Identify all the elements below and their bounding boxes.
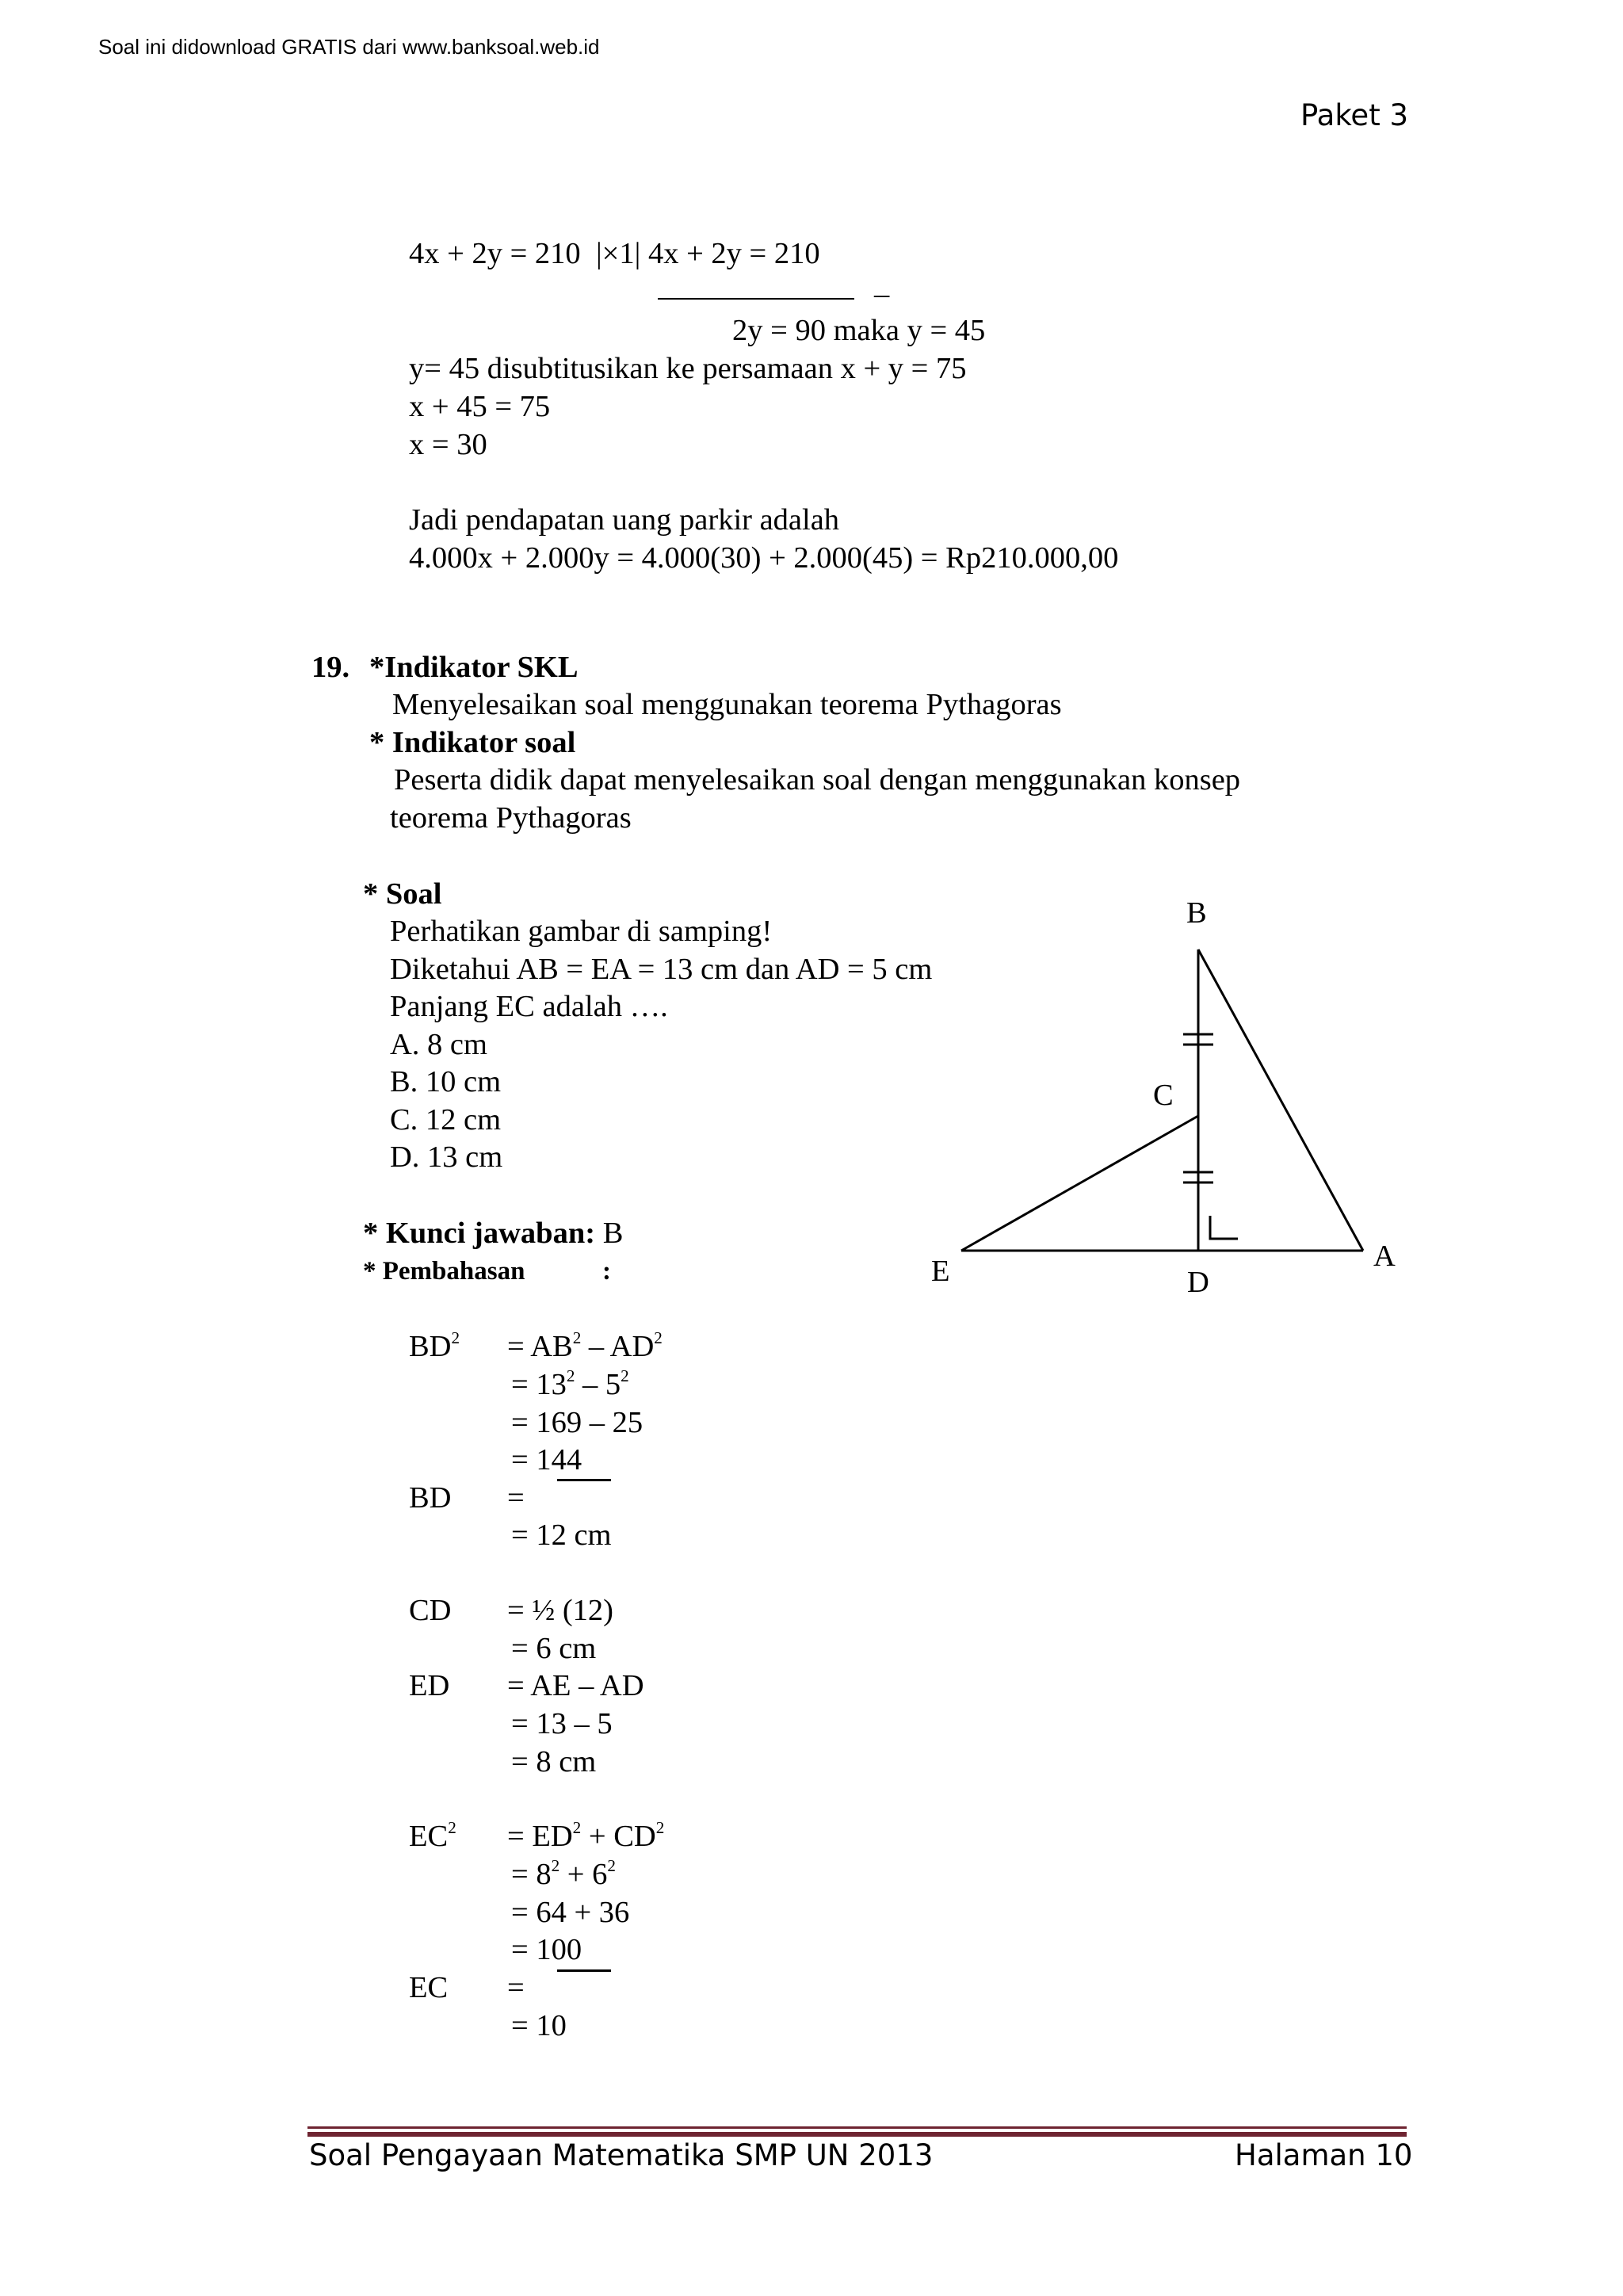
footer-rule-thin xyxy=(307,2126,1407,2129)
x-equation: x + 45 = 75 xyxy=(409,390,551,423)
bd-step3: = 169 – 25 xyxy=(511,1406,643,1439)
soal-indicator-title: * Indikator soal xyxy=(369,726,576,759)
ec-squared-label: $EC^2$ xyxy=(409,1818,456,1853)
soal-title: * Soal xyxy=(363,877,442,911)
eq-multiplier: |×1| xyxy=(595,237,641,270)
ed-step2: = 13 – 5 xyxy=(511,1707,613,1740)
right-angle-mark xyxy=(1210,1216,1238,1239)
ec-step3: = 64 + 36 xyxy=(511,1896,630,1929)
ed-equation: = AE – AD xyxy=(507,1669,644,1702)
skl-indicator-text: Menyelesaikan soal menggunakan teorema Pythagoras xyxy=(392,688,1062,721)
eq-left: 4x + 2y = 210 xyxy=(409,237,581,270)
conclusion-text: Jadi pendapatan uang parkir adalah xyxy=(409,503,840,537)
substitution-line: y= 45 disubtitusikan ke persamaan x + y = 75 xyxy=(409,352,967,385)
pembahasan-label: * Pembahasan xyxy=(363,1257,525,1286)
ec-result: = 10 xyxy=(511,2009,567,2042)
answer-key-value: B xyxy=(595,1217,624,1250)
vertex-label-d: D xyxy=(1187,1266,1209,1299)
cd-label: CD xyxy=(409,1594,452,1627)
vertex-label-c: C xyxy=(1153,1079,1174,1112)
ec-root-label: EC xyxy=(409,1971,449,2004)
footer-page-number: Halaman 10 xyxy=(1235,2138,1413,2172)
option-b: B. 10 cm xyxy=(390,1065,502,1098)
answer-key-label: * Kunci jawaban: xyxy=(363,1217,596,1250)
footer-title: Soal Pengayaan Matematika SMP UN 2013 xyxy=(309,2138,934,2172)
watermark-text: Soal ini didownload GRATIS dari www.banksoal.web.id xyxy=(98,35,600,59)
option-d: D. 13 cm xyxy=(390,1140,503,1174)
bd-result: = 12 cm xyxy=(511,1519,612,1552)
vertex-label-e: E xyxy=(931,1255,950,1288)
vertex-label-a: A xyxy=(1373,1240,1396,1273)
soal-indicator-line2: teorema Pythagoras xyxy=(390,801,632,835)
income-calculation: 4.000x + 2.000y = 4.000(30) + 2.000(45) = Rp210.000,00 xyxy=(409,541,1119,575)
vertex-label-b: B xyxy=(1186,896,1207,930)
bd-root-equals: = xyxy=(507,1481,525,1515)
cd-result: = 6 cm xyxy=(511,1632,597,1665)
bd-root-label: BD xyxy=(409,1481,452,1515)
bd-squared-label: $BD^2$ xyxy=(409,1328,460,1363)
option-a: A. 8 cm xyxy=(390,1028,487,1061)
ed-result: = 8 cm xyxy=(511,1745,597,1778)
elimination-result: 2y = 90 maka y = 45 xyxy=(732,314,986,347)
skl-indicator-title: *Indikator SKL xyxy=(369,651,579,684)
pembahasan-colon: : xyxy=(602,1257,611,1286)
segment-ba xyxy=(1198,949,1363,1251)
bd-step4: = 144 xyxy=(511,1443,582,1477)
x-result: x = 30 xyxy=(409,428,487,461)
bd-step2: = $13^2 - 5^2$ xyxy=(511,1366,629,1401)
ed-label: ED xyxy=(409,1669,450,1702)
ec-squared-formula: = $ED^2 + CD^2$ xyxy=(507,1818,665,1853)
ec-step2: = $8^2 + 6^2$ xyxy=(511,1856,616,1891)
segment-ec xyxy=(961,1116,1198,1251)
ec-root-equals: = xyxy=(507,1971,525,2004)
option-c: C. 12 cm xyxy=(390,1103,502,1137)
soal-line3: Panjang EC adalah …. xyxy=(390,990,668,1023)
cd-equation: = ½ (12) xyxy=(507,1594,613,1627)
paket-label: Paket 3 xyxy=(1300,98,1409,132)
question-number: 19. xyxy=(311,651,350,684)
soal-line2: Diketahui AB = EA = 13 cm dan AD = 5 cm xyxy=(390,953,933,986)
soal-line1: Perhatikan gambar di samping! xyxy=(390,915,773,948)
bd-root-bar xyxy=(557,1479,611,1481)
footer-rule-thick xyxy=(307,2132,1407,2137)
soal-indicator-line1: Peserta didik dapat menyelesaikan soal dengan menggunakan konsep xyxy=(394,763,1241,797)
minus-sign: – xyxy=(874,277,890,311)
ec-root-bar xyxy=(557,1969,611,1972)
ec-step4: = 100 xyxy=(511,1933,582,1966)
bd-squared-formula: = $AB^2 - AD^2$ xyxy=(507,1328,663,1363)
eq-right: 4x + 2y = 210 xyxy=(647,237,820,270)
